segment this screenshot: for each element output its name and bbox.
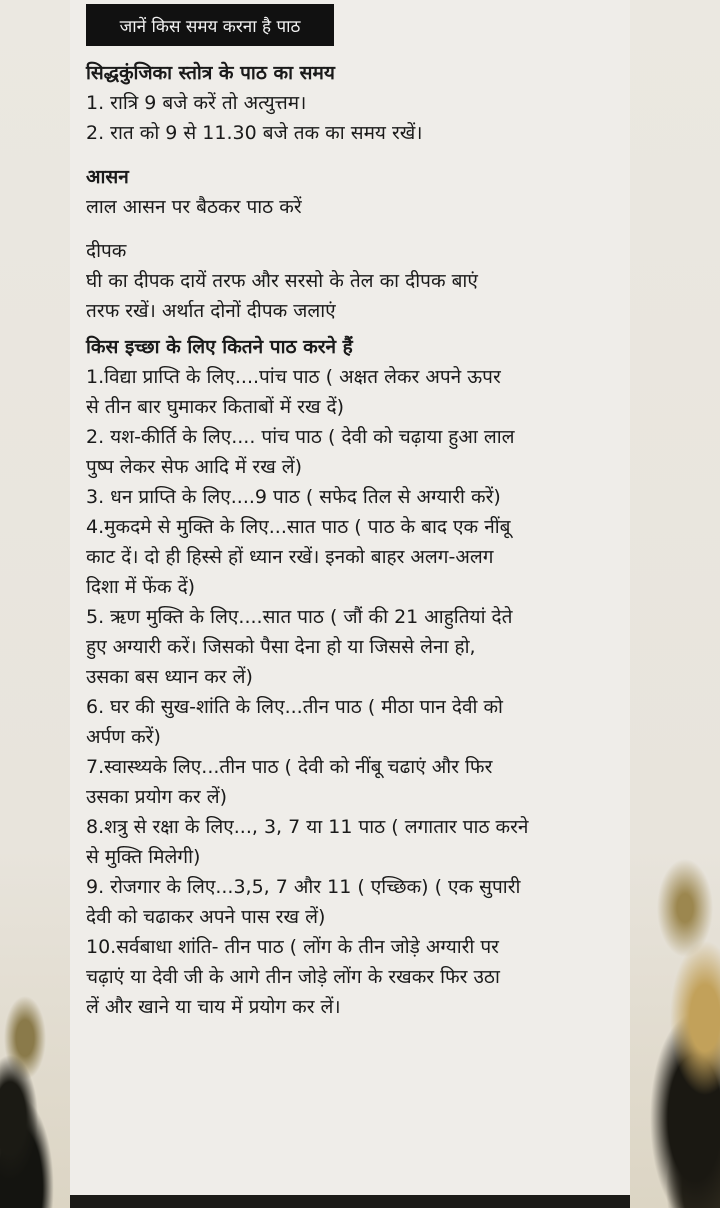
list-item: अर्पण करें) [86, 726, 161, 748]
list-item: 9. रोजगार के लिए...3,5, 7 और 11 ( एच्छिक) ( एक सुपारी [86, 876, 521, 898]
list-item: देवी को चढाकर अपने पास रख लें) [86, 906, 326, 928]
section-timing [86, 58, 622, 148]
list-item: चढ़ाएं या देवी जी के आगे तीन जोड़े लोंग के रखकर फिर उठा [86, 966, 500, 988]
list-item: 4.मुकदमे से मुक्ति के लिए...सात पाठ ( पाठ के बाद एक नींबू [86, 516, 511, 538]
list-item: 8.शत्रु से रक्षा के लिए..., 3, 7 या 11 पाठ ( लगातार पाठ करने [86, 816, 529, 838]
list-item: से तीन बार घुमाकर किताबों में रख दें) [86, 396, 345, 418]
text-line: लाल आसन पर बैठकर पाठ करें [86, 196, 302, 218]
grunge-texture-left [0, 788, 80, 1208]
section-heading: किस इच्छा के लिए कितने पाठ करने हैं [86, 336, 353, 358]
list-item: हुए अग्यारी करें। जिसको पैसा देना हो या जिससे लेना हो, [86, 636, 476, 658]
list-item: 5. ऋण मुक्ति के लिए....सात पाठ ( जौं की 21 आहुतियां देते [86, 606, 513, 628]
text-line: घी का दीपक दायें तरफ और सरसो के तेल का दीपक बाएं [86, 270, 478, 292]
title-tag [86, 4, 334, 46]
list-item: उसका प्रयोग कर लें) [86, 786, 227, 808]
section-heading: दीपक [86, 240, 127, 262]
list-item: 2. यश-कीर्ति के लिए.... पांच पाठ ( देवी को चढ़ाया हुआ लाल [86, 426, 515, 448]
list-item: 7.स्वास्थ्यके लिए...तीन पाठ ( देवी को नींबू चढाएं और फिर [86, 756, 493, 778]
list-item: 1.विद्या प्राप्ति के लिए....पांच पाठ ( अक्षत लेकर अपने ऊपर [86, 366, 501, 388]
bottom-edge [70, 1195, 630, 1208]
text-line: तरफ रखें। अर्थात दोनों दीपक जलाएं [86, 300, 336, 322]
section-deepak [86, 236, 622, 326]
page-title: जानें किस समय करना है पाठ [119, 16, 301, 37]
grunge-texture-right [625, 788, 720, 1208]
section-heading: सिद्धकुंजिका स्तोत्र के पाठ का समय [86, 62, 335, 84]
list-item: 10.सर्वबाधा शांति- तीन पाठ ( लोंग के तीन जोड़े अग्यारी पर [86, 936, 499, 958]
text-line: 2. रात को 9 से 11.30 बजे तक का समय रखें। [86, 122, 423, 144]
list-item: उसका बस ध्यान कर लें) [86, 666, 253, 688]
list-item: पुष्प लेकर सेफ आदि में रख लें) [86, 456, 303, 478]
list-item: 3. धन प्राप्ति के लिए....9 पाठ ( सफेद तिल से अग्यारी करें) [86, 486, 501, 508]
text-line: 1. रात्रि 9 बजे करें तो अत्युत्तम। [86, 92, 307, 114]
list-item: दिशा में फेंक दें) [86, 576, 196, 598]
section-heading: आसन [86, 166, 129, 188]
content [86, 58, 622, 1022]
section-wishes [86, 332, 622, 1022]
list-item: से मुक्ति मिलेगी) [86, 846, 201, 868]
list-item: काट दें। दो ही हिस्से हों ध्यान रखें। इनको बाहर अलग-अलग [86, 546, 494, 568]
section-asan [86, 162, 622, 222]
list-item: लें और खाने या चाय में प्रयोग कर लें। [86, 996, 341, 1018]
list-item: 6. घर की सुख-शांति के लिए...तीन पाठ ( मीठा पान देवी को [86, 696, 503, 718]
